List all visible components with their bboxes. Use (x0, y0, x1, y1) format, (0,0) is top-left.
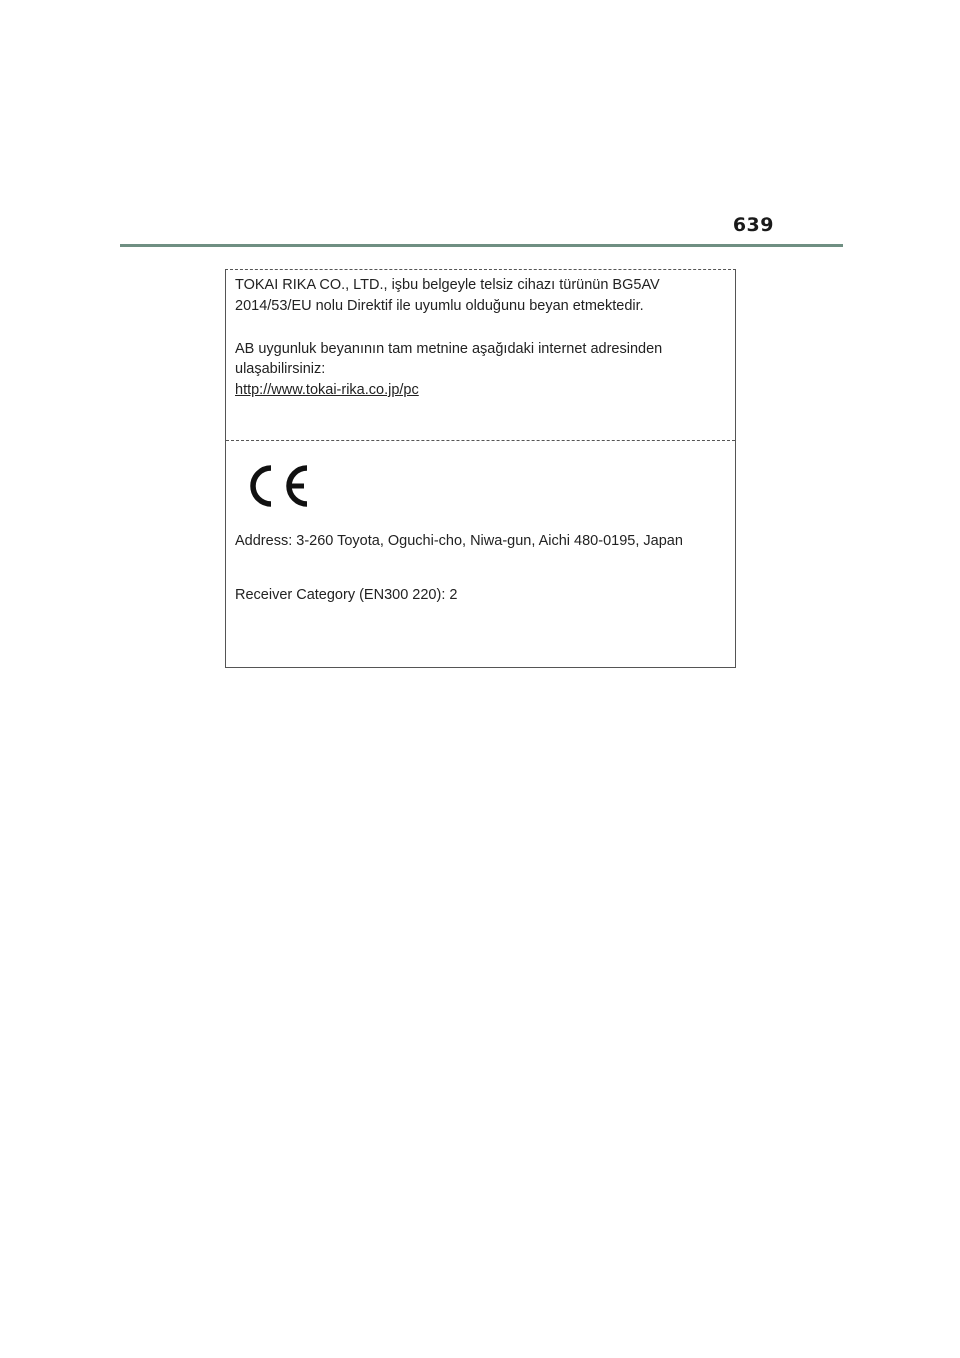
page-number: 639 (732, 214, 774, 236)
declaration-section (226, 270, 735, 441)
receiver-category-text: Receiver Category (EN300 220): 2 (235, 587, 458, 603)
header-rule (120, 244, 843, 247)
declaration-box (225, 269, 736, 668)
declaration-line-4: ulaşabilirsiniz: (235, 361, 326, 377)
declaration-url-link[interactable]: http://www.tokai-rika.co.jp/pc (235, 382, 419, 398)
declaration-line-1: TOKAI RIKA CO., LTD., işbu belgeyle telsiz cihazı türünün BG5AV (235, 277, 660, 293)
declaration-line-3: AB uygunluk beyanının tam metnine aşağıdaki internet adresinden (235, 341, 663, 357)
declaration-line-2: 2014/53/EU nolu Direktif ile uyumlu olduğunu beyan etmektedir. (235, 298, 644, 314)
ce-mark-icon (243, 463, 313, 509)
address-text: Address: 3-260 Toyota, Oguchi-cho, Niwa-gun, Aichi 480-0195, Japan (235, 533, 683, 549)
